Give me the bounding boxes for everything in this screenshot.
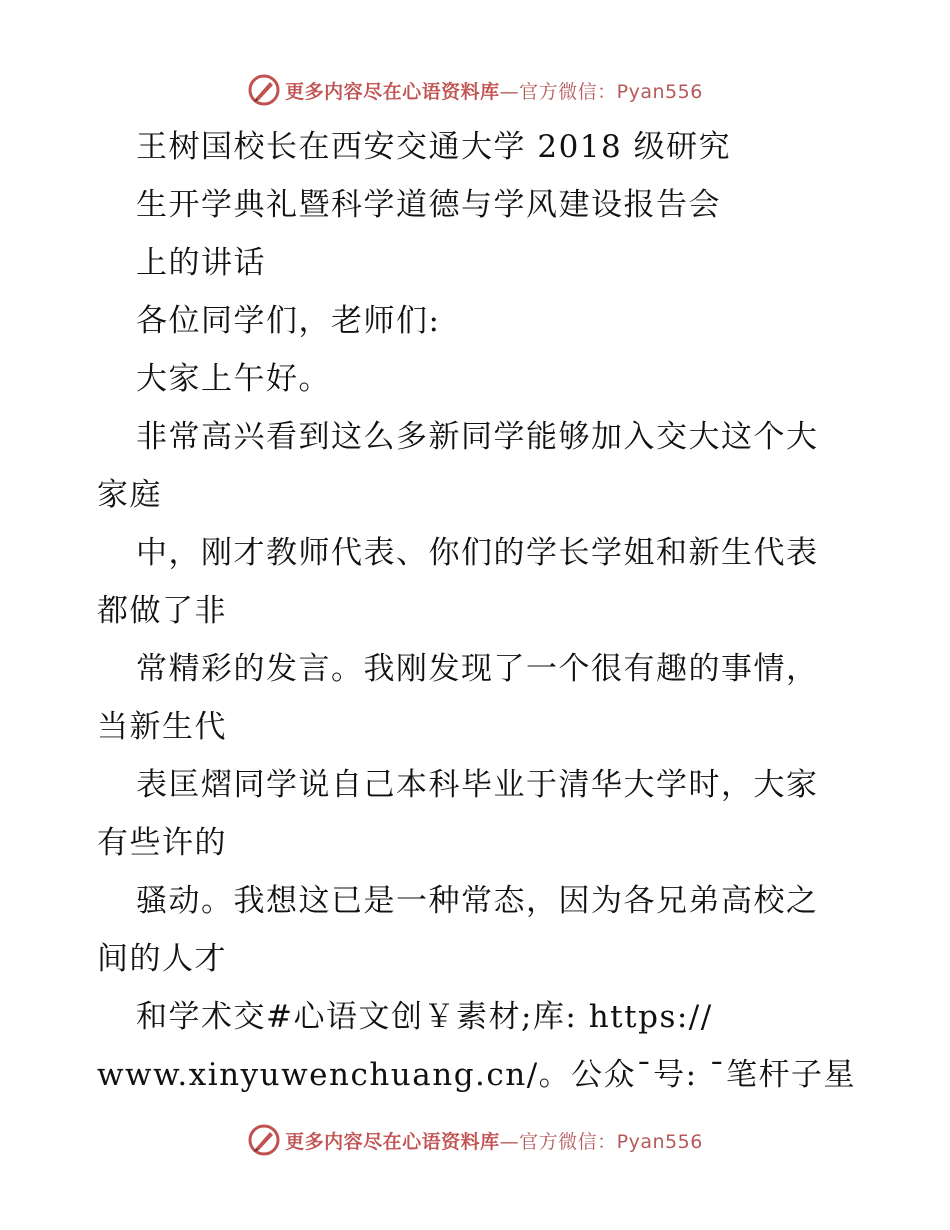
- text-line: 表匡熠同学说自己本科毕业于清华大学时，大家: [136, 767, 819, 803]
- text-line: www.xinyuwenchuang.cn/。公众¯号: ¯笔杆子星: [97, 1057, 856, 1093]
- text-line: 骚动。我想这已是一种常态，因为各兄弟高校之: [136, 883, 819, 919]
- watermark-separator: —: [499, 1130, 520, 1153]
- title-line-2: 生开学典礼暨科学道德与学风建设报告会: [136, 187, 721, 223]
- text-line: 中，刚才教师代表、你们的学长学姐和新生代表: [136, 535, 819, 571]
- text-line: 常精彩的发言。我刚发现了一个很有趣的事情，: [136, 651, 819, 687]
- greeting-line: 大家上午好。: [136, 361, 331, 397]
- salutation-line: 各位同学们，老师们:: [136, 303, 441, 339]
- watermark-site-text: 更多内容尽在心语资料库: [285, 1130, 500, 1153]
- text-line: 有些许的: [97, 825, 227, 861]
- watermark-banner-top: [0, 70, 950, 110]
- watermark-text: [285, 1127, 703, 1154]
- title-line-3: 上的讲话: [136, 245, 266, 281]
- watermark-separator: —: [499, 80, 520, 103]
- text-line: 都做了非: [97, 593, 227, 629]
- watermark-banner-bottom: [0, 1120, 950, 1160]
- text-line: 非常高兴看到这么多新同学能够加入交大这个大: [136, 419, 819, 455]
- pen-logo-icon: [247, 1123, 281, 1157]
- document-body: [97, 118, 857, 1104]
- text-line: 家庭: [97, 477, 162, 513]
- text-line: 间的人才: [97, 941, 227, 977]
- watermark-contact-text: 官方微信：Pyan556: [519, 1130, 703, 1153]
- text-line: 和学术交#心语文创￥素材;库: https://: [136, 999, 713, 1035]
- text-line: 当新生代: [97, 709, 227, 745]
- pen-logo-icon: [247, 73, 281, 107]
- title-line-1: 王树国校长在西安交通大学 2018 级研究: [136, 129, 732, 165]
- watermark-text: [285, 77, 703, 104]
- watermark-contact-text: 官方微信：Pyan556: [519, 80, 703, 103]
- watermark-site-text: 更多内容尽在心语资料库: [285, 80, 500, 103]
